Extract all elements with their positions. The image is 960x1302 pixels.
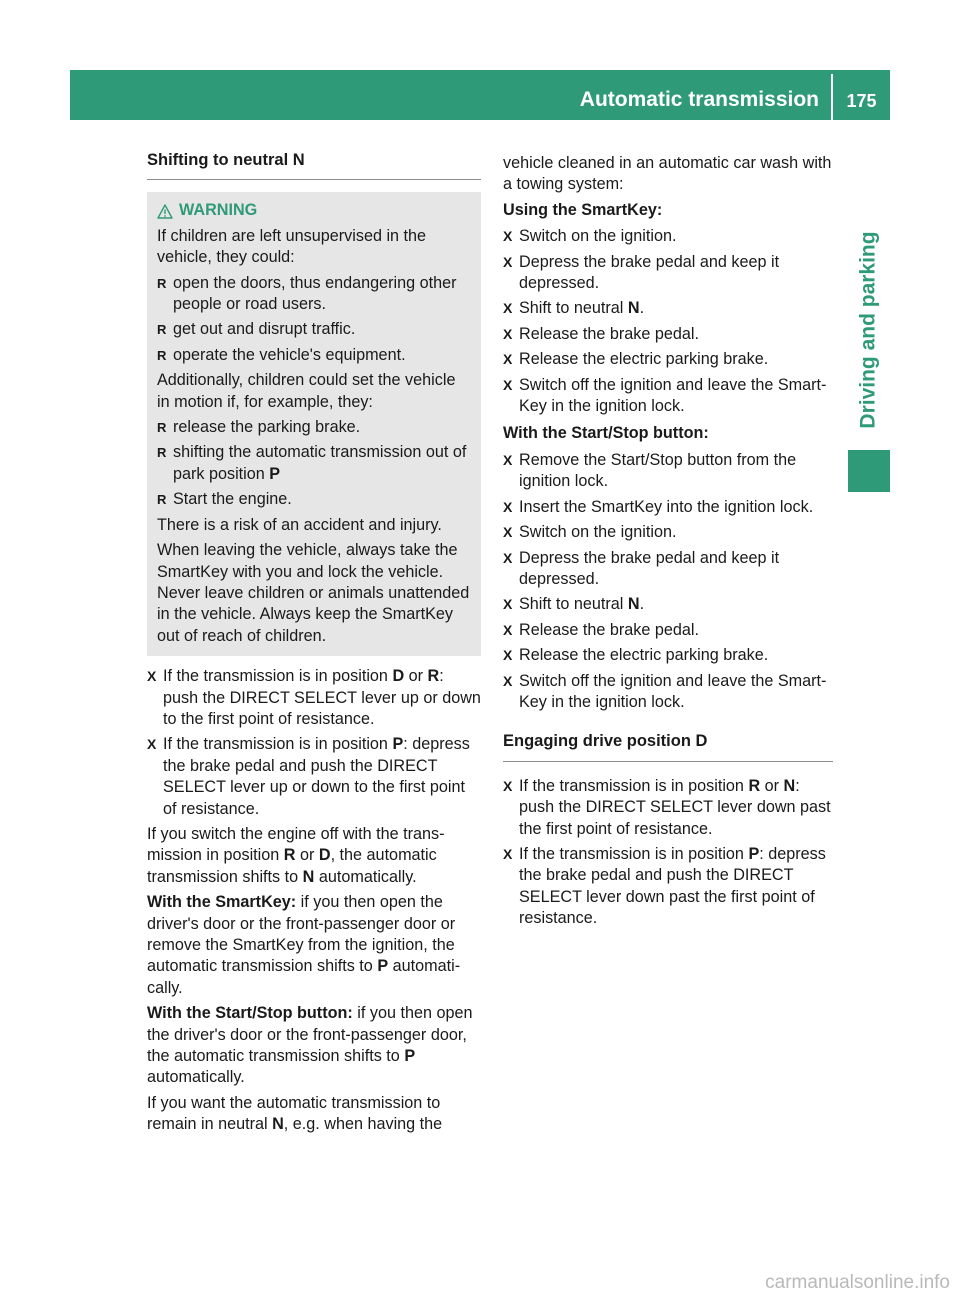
instruction-step: X Release the electric parking brake.: [503, 645, 833, 666]
instruction-step: X Remove the Start/Stop button from the ignition lock.: [503, 450, 833, 493]
bullet-r-icon: R: [157, 347, 167, 363]
instruction-step: X Insert the SmartKey into the ignition lock.: [503, 497, 833, 518]
bullet-r-icon: R: [157, 492, 167, 508]
section-heading-drive: Engaging drive position D: [503, 731, 833, 761]
right-column: [503, 153, 833, 934]
step-arrow-icon: X: [503, 325, 513, 342]
step-arrow-icon: X: [147, 736, 157, 753]
step-arrow-icon: X: [503, 524, 513, 541]
instruction-step: X Release the brake pedal.: [503, 324, 833, 345]
list-item: R operate the vehicle's equipment.: [157, 345, 471, 366]
bullet-r-icon: R: [157, 275, 167, 291]
side-tab: [848, 230, 890, 430]
instruction-step: X If the transmission is in position D or R: push the DIRECT SELECT lever up or down to the first point of resistance.: [147, 666, 481, 730]
side-tab-label: Driving and parking: [857, 231, 881, 429]
warning-intro: If children are left unsupervised in the vehicle, they could:: [157, 226, 427, 267]
warning-box: [147, 192, 481, 656]
watermark: carmanualsonline.info: [765, 1272, 950, 1293]
instruction-step: X Switch off the ignition and leave the Smart-Key in the ignition lock.: [503, 375, 833, 418]
header-divider: [831, 74, 833, 120]
paragraph-smartkey: With the SmartKey: if you then open the driver's door or the front-passenger door or remove the SmartKey from the ignition, the automatic transmission shifts to P automati-cally.: [147, 893, 461, 997]
instruction-step: X Shift to neutral N.: [503, 594, 833, 615]
instruction-step: X Switch on the ignition.: [503, 226, 833, 247]
warning-mid: Additionally, children could set the vehicle in motion if, for example, they:: [157, 371, 456, 411]
step-arrow-icon: X: [503, 300, 513, 317]
side-tab-marker: [848, 450, 890, 492]
instruction-step: X Switch on the ignition.: [503, 522, 833, 543]
list-item: R get out and disrupt traffic.: [157, 319, 471, 340]
instruction-step: X If the transmission is in position P: depress the brake pedal and push the DIRECT SELECT lever up or down to the first point of resistance.: [147, 734, 481, 820]
warning-advice: When leaving the vehicle, always take the SmartKey with you and lock the vehicle. Never leave children or animals unattended in the vehicle. Always keep the SmartKey out of reach of children.: [157, 541, 470, 645]
section-heading-neutral: Shifting to neutral N: [147, 150, 481, 180]
paragraph-continued: vehicle cleaned in an automatic car wash with a towing system:: [503, 154, 832, 194]
instruction-step: X If the transmission is in position R or N: push the DIRECT SELECT lever down past the first point of resistance.: [503, 776, 833, 840]
subheading-startstop: With the Start/Stop button:: [503, 424, 709, 443]
paragraph-startstop: With the Start/Stop button: if you then open the driver's door or the front-passenger door, the automatic transmission shifts to P automatically.: [147, 1004, 473, 1087]
paragraph-neutral: If you want the automatic transmission to remain in neutral N, e.g. when having the: [147, 1093, 443, 1134]
step-arrow-icon: X: [503, 777, 513, 794]
step-arrow-icon: X: [503, 672, 513, 689]
step-arrow-icon: X: [503, 253, 513, 270]
step-arrow-icon: X: [503, 596, 513, 613]
step-arrow-icon: X: [503, 451, 513, 468]
step-arrow-icon: X: [503, 549, 513, 566]
warning-triangle-icon: [157, 204, 173, 219]
instruction-step: X Depress the brake pedal and keep it depressed.: [503, 252, 833, 295]
step-arrow-icon: X: [503, 351, 513, 368]
list-item: R release the parking brake.: [157, 417, 471, 438]
warning-header: [157, 200, 471, 221]
instruction-step: X Shift to neutral N.: [503, 298, 833, 319]
header-title: Automatic transmission: [579, 88, 819, 111]
paragraph-engine-off: If you switch the engine off with the trans-mission in position R or D, the automatic transmission shifts to N automatically.: [147, 824, 445, 886]
step-arrow-icon: X: [503, 228, 513, 245]
instruction-step: X Release the electric parking brake.: [503, 349, 833, 370]
bullet-r-icon: R: [157, 445, 167, 461]
instruction-step: X Release the brake pedal.: [503, 620, 833, 641]
left-column: [147, 150, 481, 1140]
step-arrow-icon: X: [503, 498, 513, 515]
bullet-r-icon: R: [157, 420, 167, 436]
bullet-r-icon: R: [157, 322, 167, 338]
step-arrow-icon: X: [503, 647, 513, 664]
instruction-step: X Depress the brake pedal and keep it depressed.: [503, 548, 833, 591]
step-arrow-icon: X: [503, 376, 513, 393]
step-arrow-icon: X: [503, 845, 513, 862]
warning-title: WARNING: [179, 201, 258, 220]
subheading-smartkey: Using the SmartKey:: [503, 200, 663, 219]
page-number: 175: [846, 91, 877, 111]
instruction-step: X If the transmission is in position P: depress the brake pedal and push the DIRECT SELECT lever down past the first point of resistance.: [503, 844, 833, 930]
step-arrow-icon: X: [147, 668, 157, 685]
list-item: R shifting the automatic transmission out of park position P: [157, 442, 471, 485]
step-arrow-icon: X: [503, 621, 513, 638]
list-item: R open the doors, thus endangering other people or road users.: [157, 273, 471, 316]
warning-risk: There is a risk of an accident and injury.: [157, 515, 442, 534]
instruction-step: X Switch off the ignition and leave the Smart-Key in the ignition lock.: [503, 671, 833, 714]
list-item: R Start the engine.: [157, 489, 471, 510]
